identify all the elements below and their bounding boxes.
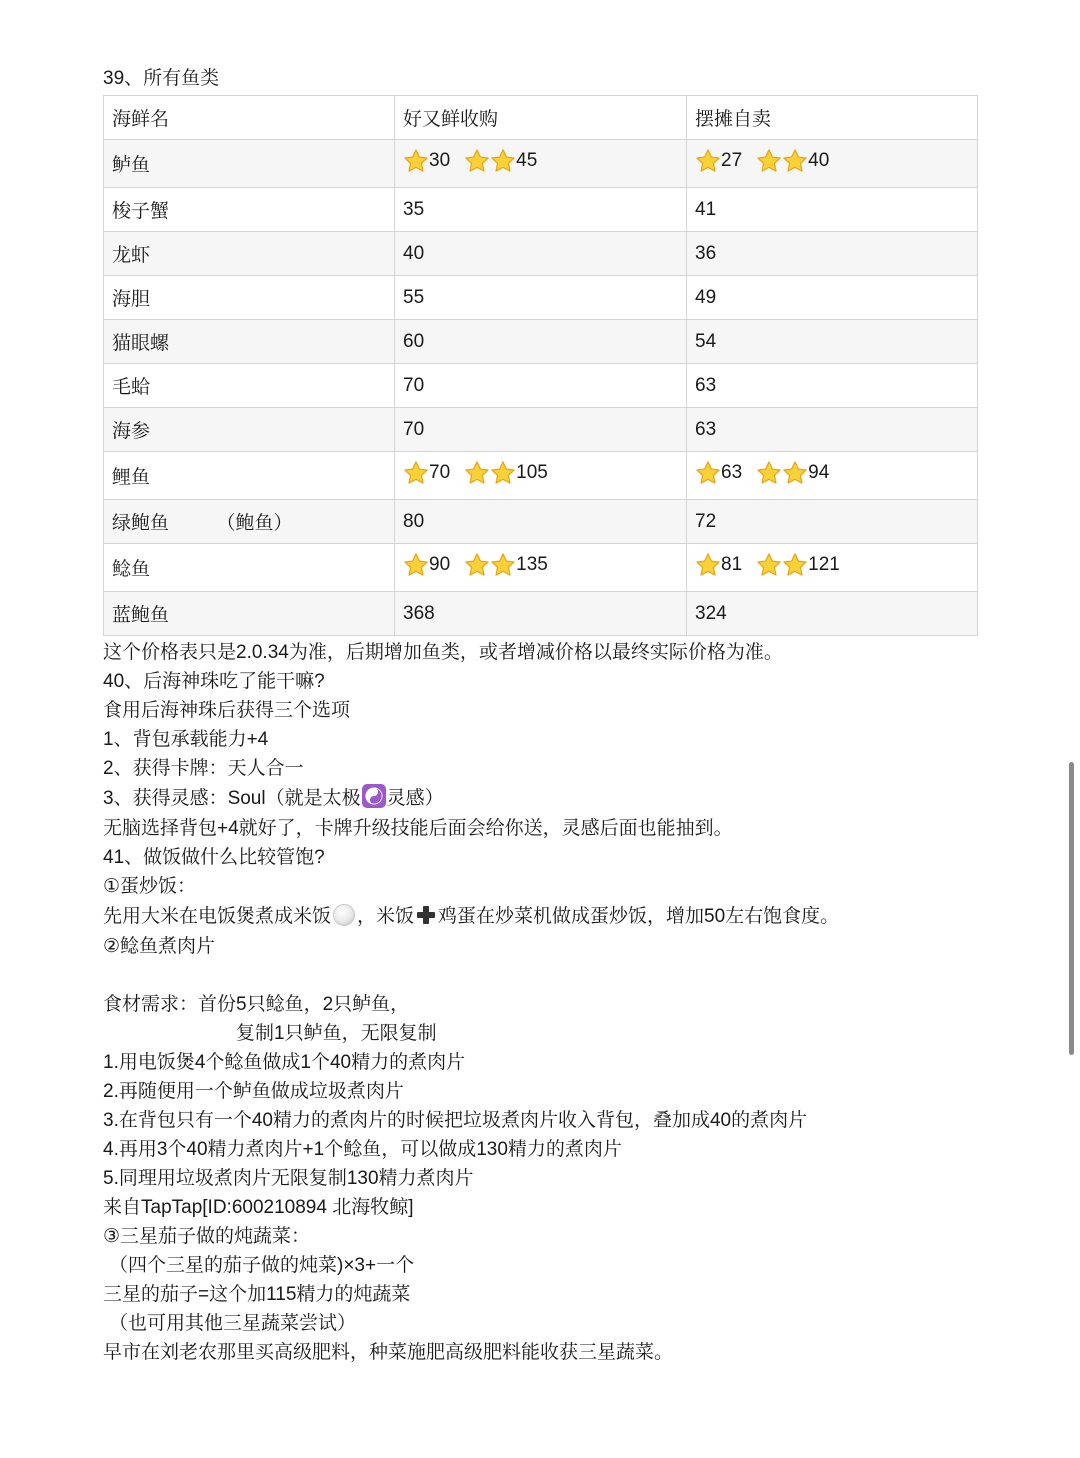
step-5: 5.同理用垃圾煮肉片无限复制130精力煮肉片 [103, 1168, 474, 1189]
section-41-title: 41、做饭做什么比较管饱? [103, 847, 325, 868]
star-icon [464, 148, 490, 174]
rice-ball-icon [333, 904, 355, 926]
recipe-c-line-4: 早市在刘老农那里买高级肥料，种菜施肥高级肥料能收获三星蔬菜。 [103, 1342, 674, 1363]
price-cell-starred [687, 544, 978, 592]
table-row [104, 140, 978, 188]
section-40-intro: 食用后海神珠后获得三个选项 [103, 700, 351, 721]
spacer [103, 961, 977, 990]
price-1-star: 81 [721, 553, 743, 575]
recipe-c-line-3: （也可用其他三星蔬菜尝试） [109, 1313, 357, 1334]
table-row [104, 364, 978, 408]
section-40-title: 40、后海神珠吃了能干嘛? [103, 671, 325, 692]
price-cell: 49 [687, 276, 978, 320]
recipe-a-text [103, 901, 977, 932]
table-row [104, 232, 978, 276]
table-row [104, 276, 978, 320]
price-cell: 63 [687, 408, 978, 452]
recipe-a-text-3: 鸡蛋在炒菜机做成蛋炒饭，增加50左右饱食度。 [438, 906, 840, 927]
step-1: 1.用电饭煲4个鲶鱼做成1个40精力的煮肉片 [103, 1052, 466, 1073]
table-row [104, 452, 978, 500]
recipe-a-text-1: 先用大米在电饭煲煮成米饭 [103, 906, 332, 927]
price-cell-starred [687, 140, 978, 188]
price-note: 这个价格表只是2.0.34为准，后期增加鱼类，或者增减价格以最终实际价格为准。 [103, 642, 783, 663]
section-39-title: 39、所有鱼类 [103, 68, 220, 89]
star-icon [403, 148, 429, 174]
price-2-star: 45 [516, 149, 538, 171]
star-icon [756, 552, 782, 578]
price-cell: 80 [395, 500, 687, 544]
price-1-star: 30 [429, 149, 451, 171]
price-2-star: 105 [516, 461, 548, 483]
column-header: 好又鲜收购 [395, 96, 687, 140]
price-cell: 54 [687, 320, 978, 364]
seafood-name-cell: 龙虾 [104, 232, 395, 276]
star-icon [490, 552, 516, 578]
credit-line: 来自TapTap[ID:600210894 北海牧鲸] [103, 1197, 414, 1218]
ingredient-requirement-2: 复制1只鲈鱼，无限复制 [236, 1023, 437, 1044]
column-header: 摆摊自卖 [687, 96, 978, 140]
price-cell-starred [395, 140, 687, 188]
star-icon [695, 460, 721, 486]
seafood-name-cell: 海参 [104, 408, 395, 452]
table-row [104, 544, 978, 592]
star-icon [490, 148, 516, 174]
price-2-star: 135 [516, 553, 548, 575]
table-row [104, 320, 978, 364]
star-icon [756, 148, 782, 174]
star-icon [782, 148, 808, 174]
star-icon [695, 552, 721, 578]
plus-icon [416, 905, 436, 925]
star-icon [464, 552, 490, 578]
seafood-name-cell: 鲈鱼 [104, 140, 395, 188]
price-cell-starred [395, 452, 687, 500]
recipe-a-title: ①蛋炒饭： [103, 876, 197, 897]
star-icon [403, 460, 429, 486]
table-row [104, 188, 978, 232]
document-page [103, 64, 977, 1367]
seafood-name-cell: 鲶鱼 [104, 544, 395, 592]
step-3: 3.在背包只有一个40精力的煮肉片的时候把垃圾煮肉片收入背包，叠加成40的煮肉片 [103, 1110, 808, 1131]
star-icon [782, 460, 808, 486]
price-cell: 63 [687, 364, 978, 408]
table-row [104, 592, 978, 636]
price-1-star: 70 [429, 461, 451, 483]
recipe-c-line-2: 三星的茄子=这个加115精力的炖蔬菜 [103, 1284, 411, 1305]
price-cell: 35 [395, 188, 687, 232]
yin-yang-icon [362, 784, 386, 808]
price-1-star: 27 [721, 149, 743, 171]
section-40-advice: 无脑选择背包+4就好了，卡牌升级技能后面会给你送，灵感后面也能抽到。 [103, 818, 733, 839]
price-cell-starred [395, 544, 687, 592]
star-icon [695, 148, 721, 174]
option-3-text-a: 3、获得灵感：Soul（就是太极 [103, 788, 361, 809]
star-icon [782, 552, 808, 578]
seafood-name-cell: 蓝鲍鱼 [104, 592, 395, 636]
price-cell: 36 [687, 232, 978, 276]
price-cell: 324 [687, 592, 978, 636]
step-2: 2.再随便用一个鲈鱼做成垃圾煮肉片 [103, 1081, 404, 1102]
option-2: 2、获得卡牌：天人合一 [103, 758, 304, 779]
price-cell: 72 [687, 500, 978, 544]
price-cell: 70 [395, 364, 687, 408]
star-icon [490, 460, 516, 486]
price-cell-starred [687, 452, 978, 500]
price-2-star: 94 [808, 461, 830, 483]
table-header-row [104, 96, 978, 140]
price-cell: 41 [687, 188, 978, 232]
step-4: 4.再用3个40精力煮肉片+1个鲶鱼，可以做成130精力的煮肉片 [103, 1139, 622, 1160]
seafood-name-cell: 猫眼螺 [104, 320, 395, 364]
star-icon [756, 460, 782, 486]
vertical-scrollbar[interactable] [1069, 762, 1074, 1055]
column-header: 海鲜名 [104, 96, 395, 140]
recipe-a-text-2: ，米饭 [357, 906, 415, 927]
star-icon [464, 460, 490, 486]
seafood-name-cell: 鲤鱼 [104, 452, 395, 500]
price-cell: 40 [395, 232, 687, 276]
price-2-star: 121 [808, 553, 840, 575]
price-table [103, 95, 978, 636]
table-row [104, 408, 978, 452]
price-cell: 60 [395, 320, 687, 364]
price-cell: 368 [395, 592, 687, 636]
recipe-c-title: ③三星茄子做的炖蔬菜： [103, 1226, 311, 1247]
price-1-star: 63 [721, 461, 743, 483]
option-1: 1、背包承载能力+4 [103, 729, 269, 750]
recipe-c-line-1: （四个三星的茄子做的炖菜)×3+一个 [109, 1255, 415, 1276]
price-1-star: 90 [429, 553, 451, 575]
table-row [104, 500, 978, 544]
seafood-name-cell: 毛蛤 [104, 364, 395, 408]
recipe-b-title: ②鲶鱼煮肉片 [103, 936, 216, 957]
ingredient-requirement-1: 食材需求：首份5只鲶鱼，2只鲈鱼， [103, 994, 410, 1015]
price-2-star: 40 [808, 149, 830, 171]
option-3 [103, 783, 977, 814]
price-cell: 55 [395, 276, 687, 320]
seafood-name-cell: 绿鲍鱼 （鲍鱼） [104, 500, 395, 544]
seafood-name-cell: 梭子蟹 [104, 188, 395, 232]
star-icon [403, 552, 429, 578]
option-3-text-b: 灵感） [386, 788, 444, 809]
price-cell: 70 [395, 408, 687, 452]
seafood-name-cell: 海胆 [104, 276, 395, 320]
